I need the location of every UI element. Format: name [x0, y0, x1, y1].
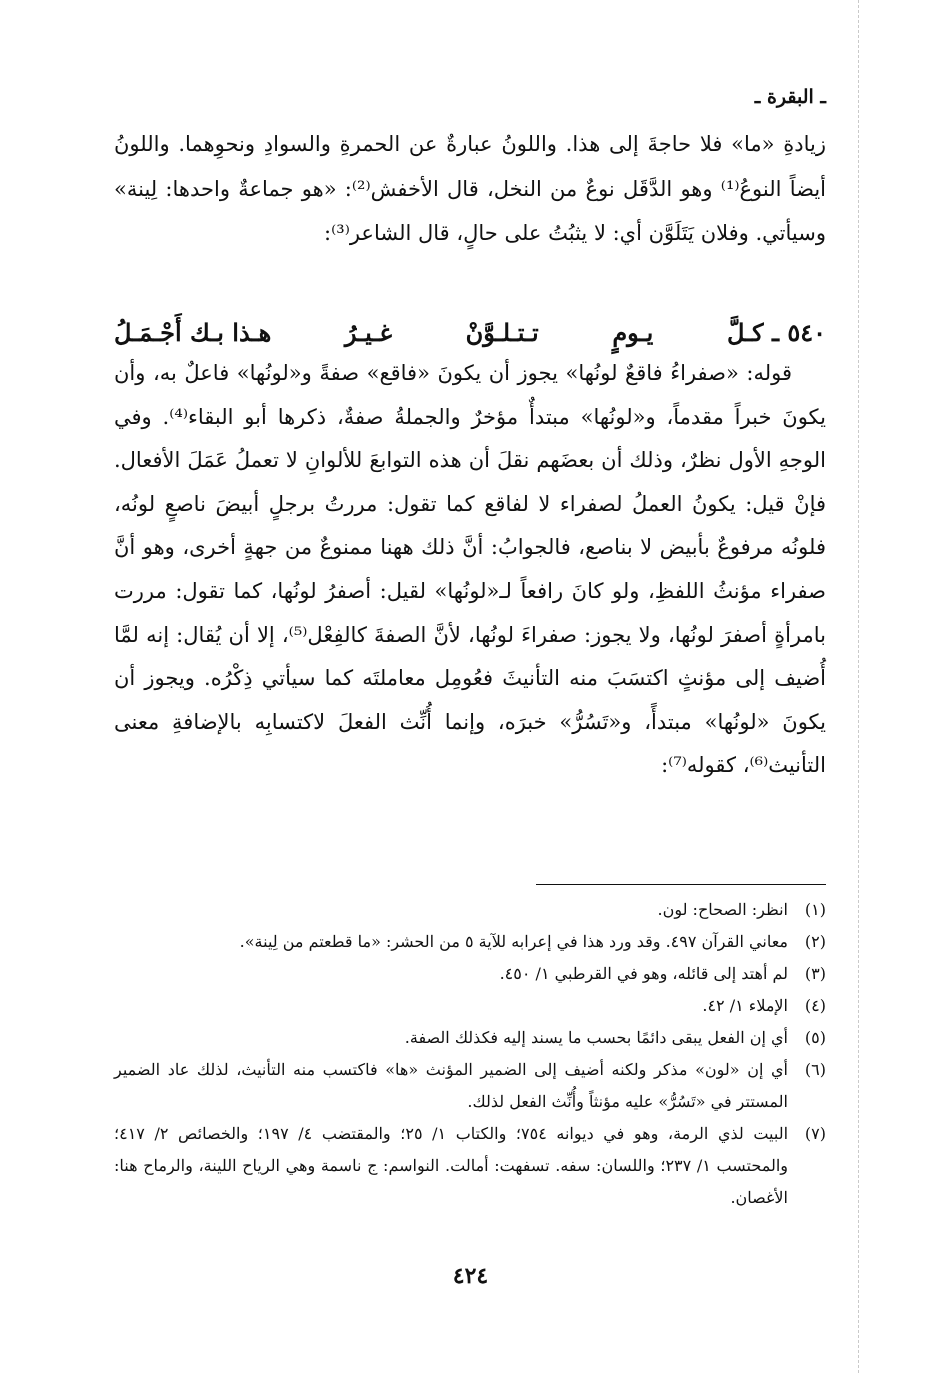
footnote-number: (٢) — [804, 932, 826, 951]
commentary-block — [114, 352, 826, 788]
footnote-text: لم أهتد إلى قائله، وهو في القرطبي ١/ ٤٥٠. — [499, 964, 788, 983]
footnote-number: (٤) — [804, 996, 826, 1015]
verse-word: تـتـلـوَّنْ — [465, 318, 539, 347]
verse-word: هـذا بـك أَجْـمَـلُ — [114, 318, 272, 347]
footnote-item — [114, 1054, 826, 1118]
footnote-text: انظر: الصحاح: لون. — [657, 900, 788, 919]
footnote-item — [114, 958, 826, 990]
footnote-number: (٦) — [804, 1060, 826, 1079]
footnote-text: أي إن «لون» مذكر ولكنه أضيف إلى الضمير المؤنث «ها» فاكتسب منه التأنيث، لذلك عاد الضمير المستتر في «تَسُرُّ» عليه مؤنثاً وأُنِّث الفعل لذلك. — [114, 1060, 788, 1111]
footnote-text: معاني القرآن ٤٩٧. وقد ورد هذا في إعرابه للآية ٥ من الحشر: «ما قطعتم من لِينة». — [239, 932, 788, 951]
footnote-text: الإملاء ١/ ٤٢. — [702, 996, 788, 1015]
footnote-number: (٧) — [804, 1124, 826, 1143]
paragraph-text: زيادةِ «ما» فلا حاجةَ إلى هذا. واللونُ عبارةٌ عن الحمرةِ والسوادِ ونحوِهما. واللونُ أيضاً النوعُ⁽¹⁾ وهو الدَّقَل نوعٌ من النخل، قال الأخفش⁽²⁾: «هو جماعةٌ واحدها: لِينة» وسيأتي. وفلان يَتَلَوَّن أي: لا يثبُتُ على حالٍ، قال الشاعر⁽³⁾: — [114, 132, 827, 245]
commentary-text: قوله: «صفراءُ فاقعٌ لونُها» يجوز أن يكونَ «فاقع» صفةً و«لونُها» فاعلٌ به، وأن يكونَ خبراً مقدماً، و«لونُها» مبتدأٌ مؤخرٌ والجملةُ صفةٌ، ذكرها أبو البقاء⁽⁴⁾. وفي الوجهِ الأول نظرٌ، وذلك أن بعضَهم نقلَ أن هذه التوابعَ للألوانِ لا تعملُ عَمَلَ الأفعال. فإنْ قيل: يكونُ العملُ لصفراء لا لفاقع كما تقول: مررتُ برجلٍ أبيضَ ناصعٍ لونُه، فلونُه مرفوعٌ بأبيض لا بناصع، فالجوابُ: أنَّ ذلك ههنا ممنوعٌ من جهةٍ أخرى، وهو أنَّ صفراء مؤنثُ اللفظِ، ولو كانَ رافعاً لـ«لونُها» لقيل: أصفرُ لونُها، كما تقول: مررت بامرأةٍ أصفرَ لونُها، ولا يجوز: صفراءَ لونُها، لأنَّ الصفةَ كالفِعْل⁽⁵⁾، إلا أن يُقال: إنه لمَّا أُضيف إلى مؤنثٍ اكتسَبَ منه التأنيثَ فعُومِل معاملتَه كما سيأتي ذِكْرُه. ويجوز أن يكونَ «لونُها» مبتدأً، و«تَسُرُّ» خبرَه، وإنما أُنِّث الفعلَ لاكتسابِه بالإضافةِ معنى التأنيث⁽⁶⁾، كقوله⁽⁷⁾: — [114, 361, 826, 778]
running-header: ـ البقرة ـ — [754, 86, 826, 108]
footnote-number: (١) — [804, 900, 826, 919]
verse-line — [114, 308, 826, 358]
footnote-item — [114, 990, 826, 1022]
footnote-number: (٣) — [804, 964, 826, 983]
footnotes — [114, 894, 826, 1214]
footnote-item — [114, 894, 826, 926]
footnote-item — [114, 1022, 826, 1054]
page-number: ٤٢٤ — [452, 1263, 489, 1289]
verse-word: يـومٍ — [612, 318, 654, 347]
verse-number: ٥٤٠ ـ كـلَّ — [726, 318, 826, 347]
verse-word: غـيـرُ — [344, 318, 393, 347]
footnote-item — [114, 1118, 826, 1214]
footnote-text: أي إن الفعل يبقى دائمًا بحسب ما يسند إليه فكذلك الصفة. — [404, 1028, 788, 1047]
scan-fold-line — [858, 0, 859, 1373]
footnote-divider — [536, 884, 826, 885]
footnote-number: (٥) — [804, 1028, 826, 1047]
main-paragraph — [114, 122, 826, 256]
footnote-item — [114, 926, 826, 958]
footnote-text: البيت لذي الرمة، وهو في ديوانه ٧٥٤؛ والكتاب ١/ ٢٥؛ والمقتضب ٤/ ١٩٧؛ والخصائص ٢/ ٤١٧؛ والمحتسب ١/ ٢٣٧؛ واللسان: سفه. تسفهت: أمالت. النواسم: ج ناسمة وهي الرياح اللينة، والرماح هنا: الأغصان. — [114, 1124, 789, 1207]
